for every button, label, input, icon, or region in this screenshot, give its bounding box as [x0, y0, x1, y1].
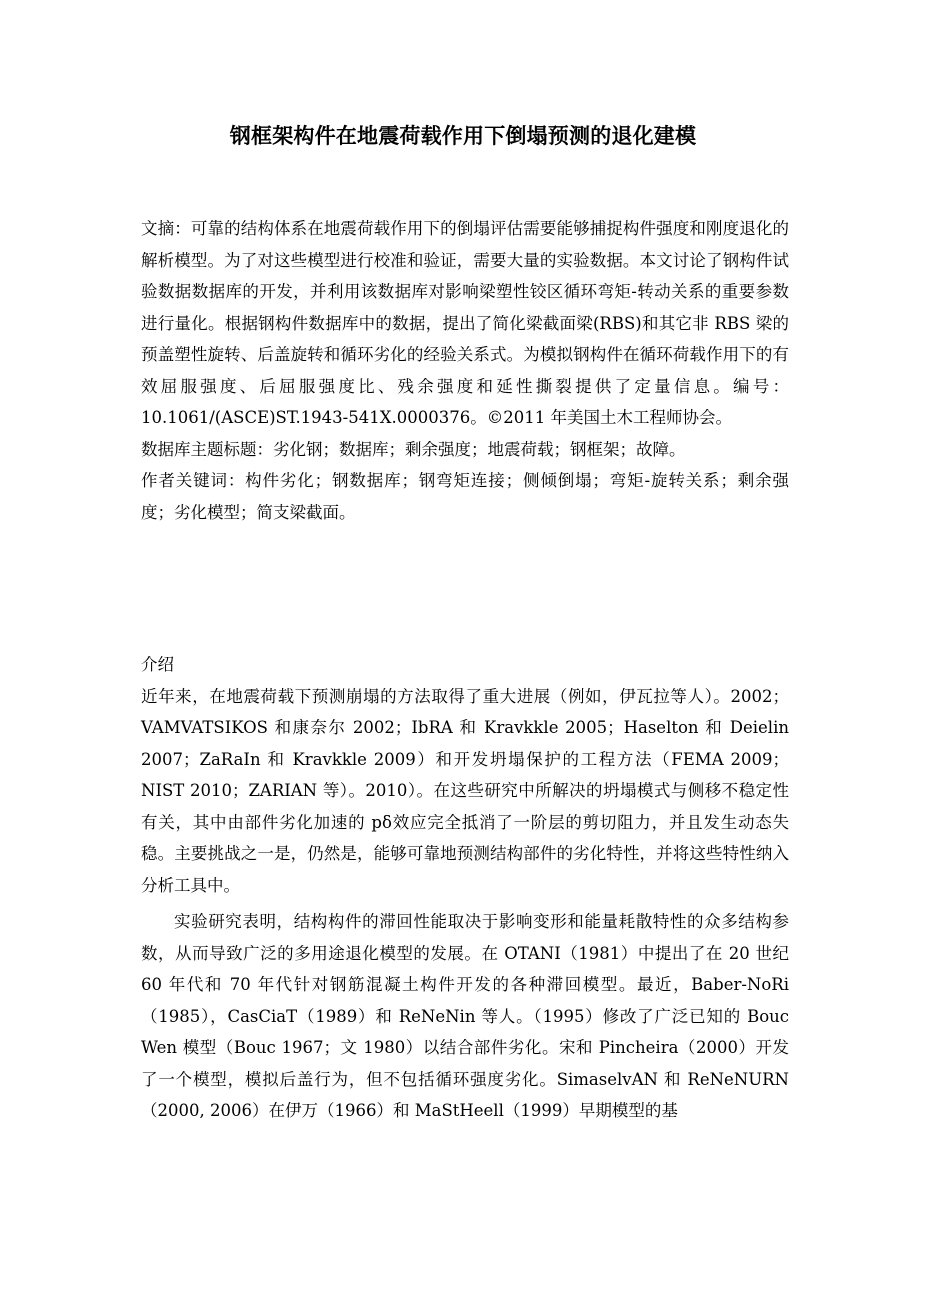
- abstract-section: [141, 213, 789, 528]
- introduction-heading: 介绍: [141, 655, 174, 674]
- introduction-section: [141, 649, 789, 1127]
- author-keywords: 作者关键词：构件劣化；钢数据库；钢弯矩连接；侧倾倒塌；弯矩-旋转关系；剩余强度；劣化模型；简支梁截面。: [141, 471, 789, 522]
- introduction-paragraph-1: 近年来，在地震荷载下预测崩塌的方法取得了重大进展（例如，伊瓦拉等人）。2002；VAMVATSIKOS 和康奈尔 2002；IbRA 和 Kravkkle 2005；Haselton 和 Deielin 2007；ZaRaIn 和 Kravkkle 2009）和开发坍塌保护的工程方法（FEMA 2009；NIST 2010；ZARIAN 等）。2010）。在这些研究中所解决的坍塌模式与侧移不稳定性有关，其中由部件劣化加速的 pδ效应完全抵消了一阶层的剪切阻力，并且发生动态失稳。主要挑战之一是，仍然是，能够可靠地预测结构部件的劣化特性，并将这些特性纳入分析工具中。: [141, 686, 789, 895]
- introduction-paragraph-2: 实验研究表明，结构构件的滞回性能取决于影响变形和能量耗散特性的众多结构参数，从而导致广泛的多用途退化模型的发展。在 OTANI（1981）中提出了在 20 世纪 60 年代和 70 年代针对钢筋混凝土构件开发的各种滞回模型。最近，Baber-NoRi（1985），CasCiaT（1989）和 ReNeNin 等人。（1995）修改了广泛已知的 Bouc Wen 模型（Bouc 1967；文 1980）以结合部件劣化。宋和 Pincheira（2000）开发了一个模型，模拟后盖行为，但不包括循环强度劣化。SimaselvAN 和 ReNeNURN（2000, 2006）在伊万（1966）和 MaStHeell（1999）早期模型的基: [141, 912, 789, 1120]
- abstract-summary: 文摘：可靠的结构体系在地震荷载作用下的倒塌评估需要能够捕捉构件强度和刚度退化的解析模型。为了对这些模型进行校准和验证，需要大量的实验数据。本文讨论了钢构件试验数据数据库的开发，并利用该数据库对影响梁塑性铰区循环弯矩-转动关系的重要参数进行量化。根据钢构件数据库中的数据，提出了简化梁截面梁(RBS)和其它非 RBS 梁的预盖塑性旋转、后盖旋转和循环劣化的经验关系式。为模拟钢构件在循环荷载作用下的有效屈服强度、后屈服强度比、残余强度和延性撕裂提供了定量信息。编号：10.1061/(ASCE)ST.1943-541X.0000376。©2011 年美国土木工程师协会。: [141, 219, 789, 427]
- subject-headings: 数据库主题标题：劣化钢；数据库；剩余强度；地震荷载；钢框架；故障。: [141, 439, 686, 459]
- page-title: 钢框架构件在地震荷载作用下倒塌预测的退化建模: [229, 124, 697, 148]
